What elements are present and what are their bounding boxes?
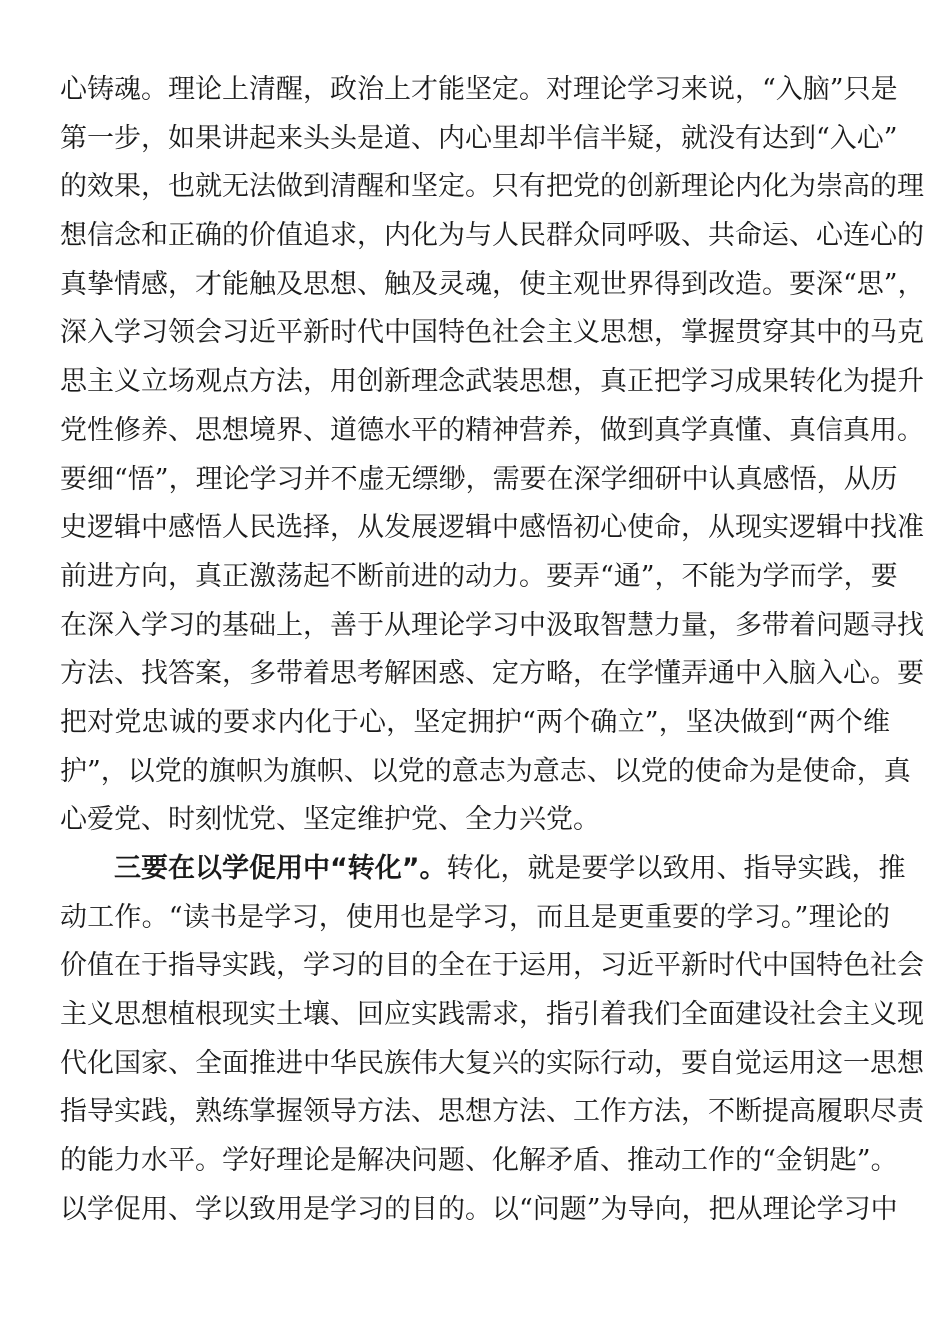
paragraph-1-line: 前进方向，真正激荡起不断前进的动力。要弄“通”，不能为学而学，要 [60,560,898,592]
paragraph-2-line: 主义思想植根现实土壤、回应实践需求，指引着我们全面建设社会主义现 [60,999,924,1031]
paragraph-2-line: 代化国家、全面推进中华民族伟大复兴的实际行动，要自觉运用这一思想 [60,1047,924,1079]
paragraph-1 [60,66,925,845]
paragraph-2-line: 动工作。“读书是学习，使用也是学习，而且是更重要的学习。”理论的 [60,901,890,933]
paragraph-1-line: 党性修养、思想境界、道德水平的精神营养，做到真学真懂、真信真用。 [60,414,924,446]
paragraph-1-line: 的效果，也就无法做到清醒和坚定。只有把党的创新理论内化为崇高的理 [60,171,924,203]
paragraph-1-line: 在深入学习的基础上，善于从理论学习中汲取智慧力量，多带着问题寻找 [60,609,924,641]
paragraph-1-line: 心铸魂。理论上清醒，政治上才能坚定。对理论学习来说，“入脑”只是 [60,74,898,105]
paragraph-1-line: 护”，以党的旗帜为旗帜、以党的意志为意志、以党的使命为是使命，真 [60,755,911,787]
section-heading: 三要在以学促用中“转化”。 [114,853,447,884]
paragraph-2-line: 以学促用、学以致用是学习的目的。以“问题”为导向，把从理论学习中 [60,1193,898,1225]
paragraph-2-line: 价值在于指导实践，学习的目的全在于运用，习近平新时代中国特色社会 [60,950,924,982]
paragraph-1-line: 心爱党、时刻忧党、坚定维护党、全力兴党。 [60,804,600,836]
paragraph-1-line: 第一步，如果讲起来头头是道、内心里却半信半疑，就没有达到“入心” [60,122,898,154]
paragraph-1-line: 要细“悟”，理论学习并不虚无缥缈，需要在深学细研中认真感悟，从历 [60,463,898,495]
paragraph-1-line: 想信念和正确的价值追求，内化为与人民群众同呼吸、共命运、心连心的 [60,220,924,252]
paragraph-1-line: 深入学习领会习近平新时代中国特色社会主义思想，掌握贯穿其中的马克 [60,317,924,349]
paragraph-2-line: 的能力水平。学好理论是解决问题、化解矛盾、推动工作的“金钥匙”。 [60,1145,898,1177]
paragraph-1-line: 史逻辑中感悟人民选择，从发展逻辑中感悟初心使命，从现实逻辑中找准 [60,512,924,544]
paragraph-1-line: 真挚情感，才能触及思想、触及灵魂，使主观世界得到改造。要深“思”， [60,268,925,300]
paragraph-2-first-line [60,845,906,894]
paragraph-2 [60,845,924,1235]
paragraph-1-line: 方法、找答案，多带着思考解困惑、定方略，在学懂弄通中入脑入心。要 [60,658,924,690]
paragraph-2-line: 指导实践，熟练掌握领导方法、思想方法、工作方法，不断提高履职尽责 [60,1096,924,1128]
paragraph-1-line: 把对党忠诚的要求内化于心，坚定拥护“两个确立”，坚决做到“两个维 [60,706,890,738]
paragraph-2-first-line-text: 转化，就是要学以致用、指导实践，推 [446,853,906,884]
paragraph-1-line: 思主义立场观点方法，用创新理念武装思想，真正把学习成果转化为提升 [60,366,924,398]
document-body [60,66,925,1235]
